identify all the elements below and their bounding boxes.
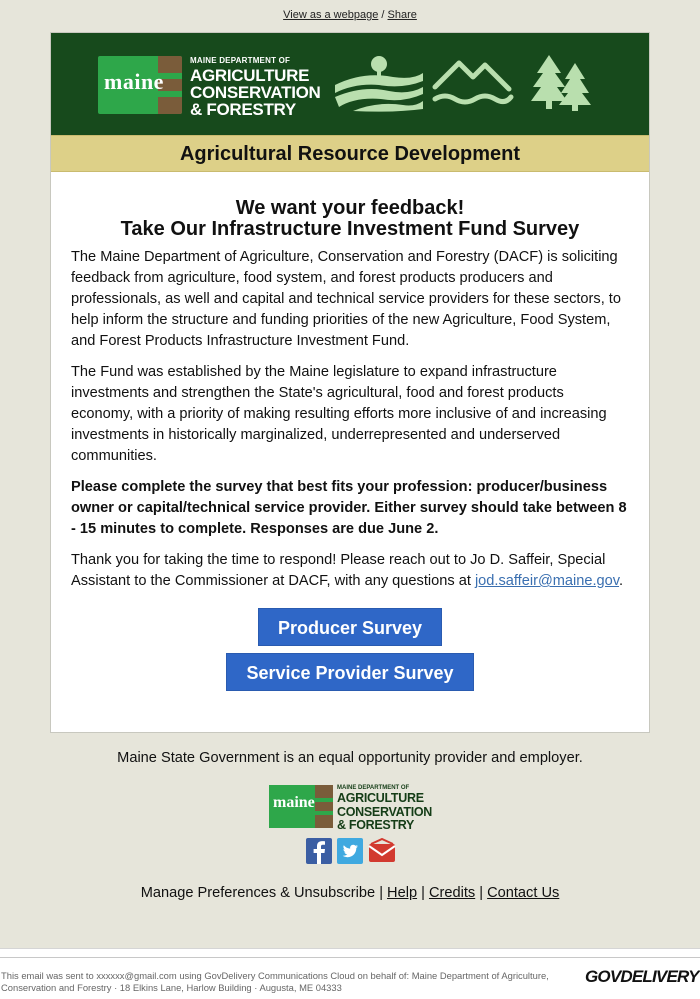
footer-dept-line-1: MAINE DEPARTMENT OF: [337, 785, 410, 791]
footer-links: Manage Preferences & Unsubscribe | Help | Credits | Contact Us: [140, 885, 560, 901]
maine-me-logo-icon: [98, 56, 182, 114]
pine-trees-icon: [527, 51, 597, 113]
contact-paragraph: Thank you for taking the time to respond! Please reach out to Jo D. Saffeir, Special Assistant to the Commissioner at DACF, with any questions at jod.saffeir@maine.gov.: [71, 552, 624, 589]
contact-email-link[interactable]: jod.saffeir@maine.gov: [474, 573, 620, 589]
top-links: [0, 9, 700, 21]
footer-divider: [0, 957, 700, 958]
footer-logo-maine-word: maine: [273, 794, 315, 811]
mountain-water-icon: [429, 51, 515, 113]
fund-paragraph: The Fund was established by the Maine legislature to expand infrastructure investments and strengthen the State's agricultural, food and forest products economy, with a priority of making resulting efforts more inclusive of and increasing investments in historically marginalized, underrepresented and underserved communities.: [71, 364, 607, 464]
equal-opportunity-statement: Maine State Government is an equal opportunity provider and employer.: [117, 750, 583, 766]
footer-dept-line-3: CONSERVATION: [337, 804, 433, 819]
email-content: [51, 172, 649, 691]
govdelivery-logo[interactable]: GOVDELIVERY: [585, 967, 699, 986]
footer-dept-line-4: & FORESTRY: [337, 818, 415, 832]
intro-paragraph: The Maine Department of Agriculture, Conservation and Forestry (DACF) is soliciting feedback from agriculture, food system, and forest products producers and professionals, as well and capital and technical service providers for these sectors, to help inform the structure and funding priorities of the new Agriculture, Food System, and Forest Products Infrastructure Investment Fund.: [71, 249, 621, 349]
footer-me-logo-icon: [269, 785, 333, 828]
footer-dept-line-2: AGRICULTURE: [337, 791, 424, 805]
dept-line-1: MAINE DEPARTMENT OF: [190, 56, 291, 65]
dept-line-3: CONSERVATION: [190, 83, 321, 102]
email-share-icon[interactable]: [367, 838, 393, 864]
contact-us-link[interactable]: Contact Us: [487, 885, 560, 901]
footer-note: This email was sent to xxxxxx@gmail.com using GovDelivery Communications Cloud on behalf of: Maine Department of Agriculture, Conservation and Forestry · 18 Elkins Lane, Harlow Building · Augusta, ME 04333: [1, 970, 549, 993]
help-link[interactable]: Help: [387, 885, 418, 901]
facebook-icon[interactable]: [306, 838, 332, 864]
footer-department-logo: [269, 785, 433, 832]
govdelivery-footer: [0, 948, 700, 999]
contact-text: Thank you for taking the time to respond! Please reach out to Jo D. Saffeir, Special Assistant to the Commissioner at DACF, with any questions at: [71, 552, 606, 589]
header-banner: [51, 33, 649, 135]
instructions-paragraph: Please complete the survey that best fits your profession: producer/business owner or capital/technical service provider. Either survey should take between 8 - 15 minutes to complete. Responses are due June 2.: [71, 479, 627, 537]
department-logo-text: [190, 57, 321, 118]
dept-line-4: & FORESTRY: [190, 100, 296, 119]
service-provider-survey-button[interactable]: Service Provider Survey: [226, 653, 474, 691]
section-title: Agricultural Resource Development: [51, 135, 649, 172]
manage-preferences-text[interactable]: Manage Preferences & Unsubscribe: [140, 885, 376, 901]
dept-line-2: AGRICULTURE: [190, 66, 310, 85]
share-link[interactable]: Share: [387, 9, 417, 21]
logo-maine-word: maine: [104, 69, 164, 94]
credits-link[interactable]: Credits: [428, 885, 476, 901]
producer-survey-button[interactable]: Producer Survey: [258, 608, 442, 646]
view-as-webpage-link[interactable]: View as a webpage: [283, 9, 379, 21]
headline-line-2: Take Our Infrastructure Investment Fund Survey: [120, 218, 580, 240]
headline: [71, 198, 629, 240]
footer-logo-text: [337, 785, 432, 832]
headline-line-1: We want your feedback!: [235, 197, 465, 219]
twitter-icon[interactable]: [337, 838, 363, 864]
top-links-separator: /: [381, 9, 385, 21]
email-card: [50, 32, 650, 733]
farm-fields-icon: [333, 51, 425, 113]
